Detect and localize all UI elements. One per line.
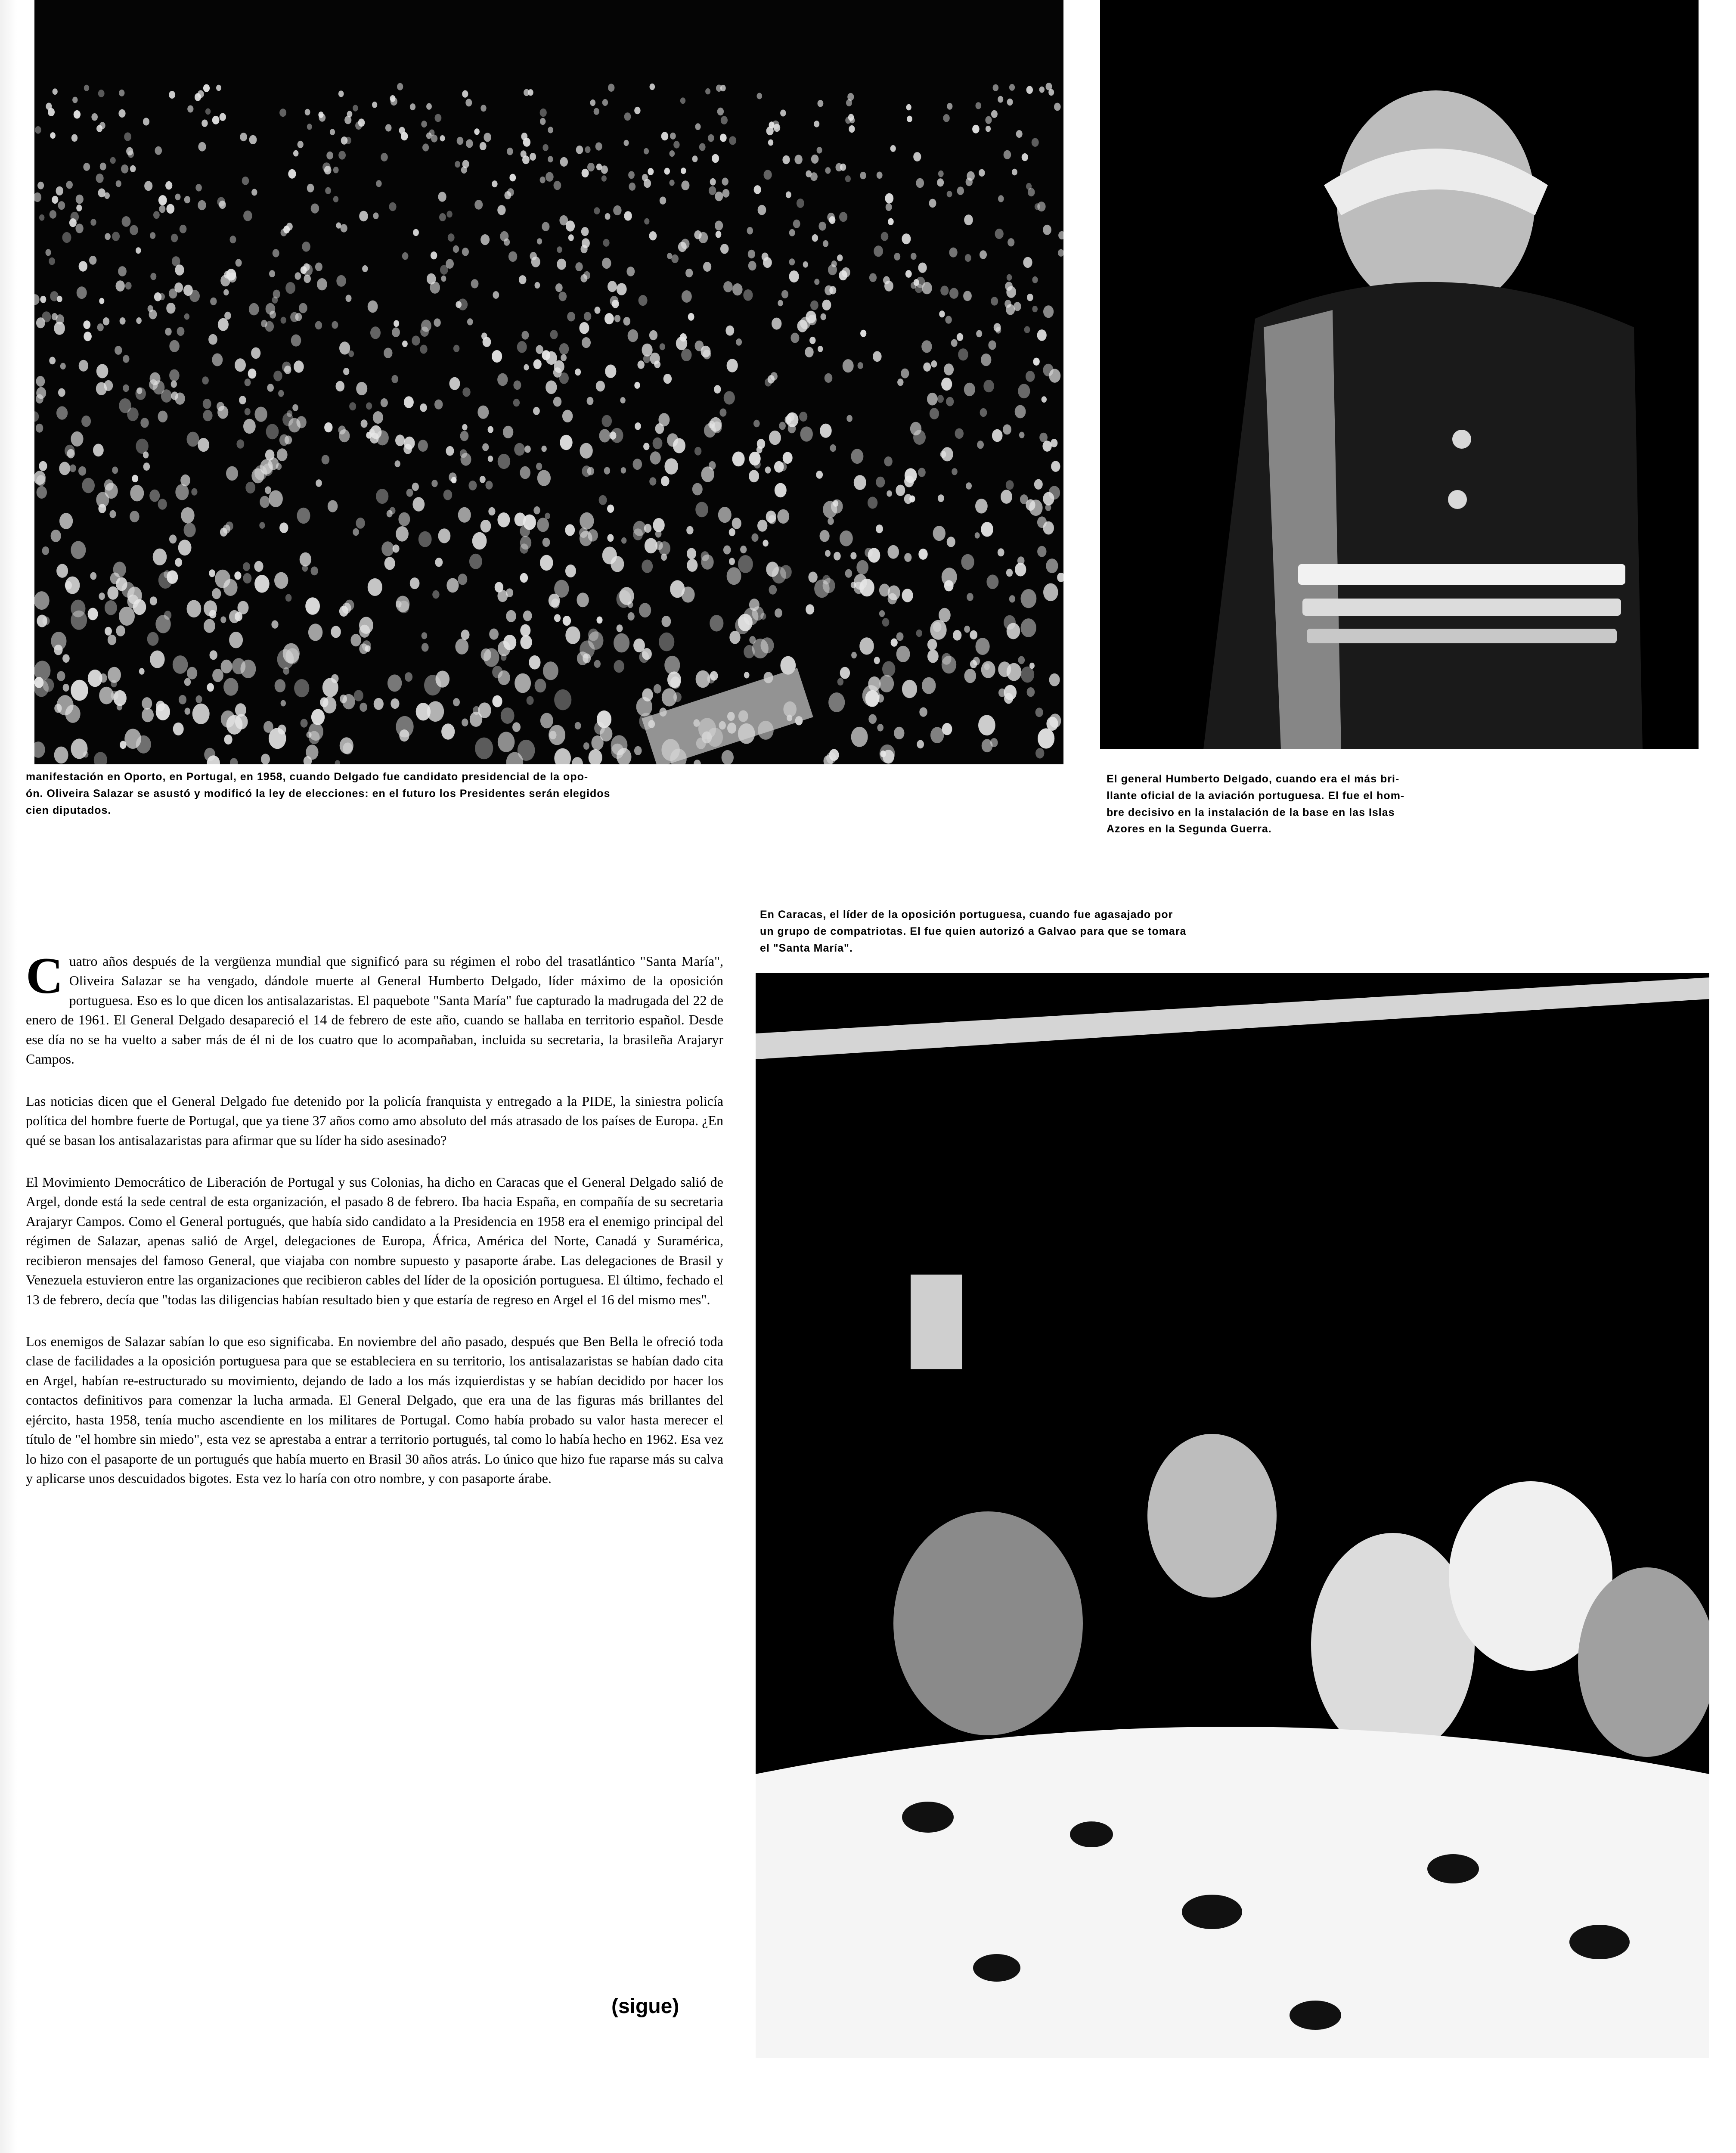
general-caption-line: bre decisivo en la instalación de la base en las Islas (1107, 806, 1395, 819)
general-caption (1107, 771, 1632, 838)
scan-edge (0, 0, 17, 2153)
general-caption-line: llante oficial de la aviación portuguesa. El fue el hom- (1107, 789, 1405, 802)
general-image (1100, 0, 1699, 749)
article-paragraph: El Movimiento Democrático de Liberación de Portugal y sus Colonias, ha dicho en Caracas que el General Delgado salió de Argel, donde está la sede central de esta organización, el pasado 8 de febrero. Iba hacia España, en compañía de su secretaria Arajaryr Campos. Como el General portugués, que había sido candidato a la Presidencia en 1958 era el enemigo principal del régimen de Salazar, apenas salió de Argel, delegaciones de Europa, África, América del Norte, Canadá y Suramérica, recibieron mensajes del famoso General, que viajaba con nombre supuesto y pasaporte árabe. Las delegaciones de Brasil y Venezuela estuvieron entre las organizaciones que recibieron cables del líder de la oposición portuguesa. El último, fechado el 13 de febrero, decía que "todas las diligencias habían resultado bien y que estaría de regreso en Argel el 16 del mismo mes". (26, 1174, 723, 1307)
dinner-caption-line: el "Santa María". (760, 942, 853, 954)
article-paragraph: Cuatro años después de la vergüenza mundial que significó para su régimen el robo del trasatlántico "Santa María", Oliveira Salazar se ha vengado, dándole muerte al General Humberto Delgado, líder máximo de la oposición portuguesa. Eso es lo que dicen los antisalazaristas. El paquebote "Santa María" fue capturado la madrugada del 22 de enero de 1961. El General Delgado desapareció el 14 de febrero de este año, cuando se hallaba en territorio español. Desde ese día no se ha vuelto a saber más de él ni de los cuatro que lo acompañaban, incluida su secretaria, la brasileña Arajaryr Campos. (26, 947, 723, 1067)
continued-label: (sigue) (611, 1995, 679, 2018)
crowd-image (34, 0, 1063, 764)
crowd-caption-line: cien diputados. (26, 804, 112, 816)
dinner-caption-line: En Caracas, el líder de la oposición portuguesa, cuando fue agasajado por (760, 909, 1173, 921)
general-photo (1100, 0, 1699, 749)
article-paragraph: Los enemigos de Salazar sabían lo que eso significaba. En noviembre del año pasado, después que Ben Bella le ofreció toda clase de facilidades a la oposición portuguesa para que se estableciera en su territorio, los antisalazaristas se habían dado cita en Argel, habían re-estructurado su movimiento, dejando de lado a los más izquierdistas y se habían decidido por hacer los contactos definitivos para comenzar la lucha armada. El General Delgado, que era una de las figuras más brillantes del ejército, hasta 1958, tenía mucho ascendiente en los militares de Portugal. Como había probado su valor hasta merecer el título de "el hombre sin miedo", esta vez se aprestaba a entrar a territorio portugués, tal como lo había hecho en 1962. Esa vez lo hizo con el pasaporte de un portugués que había muerto en Brasil 30 años atrás. Lo único que hizo fue raparse más su calva y aplicarse unos descuidados bigotes. Esta vez lo haría con otro nombre, y con pasaporte árabe. (26, 1334, 723, 1486)
crowd-caption-line: manifestación en Oporto, en Portugal, en 1958, cuando Delgado fue candidato presidencial de la opo- (26, 771, 589, 783)
general-caption-line: El general Humberto Delgado, cuando era el más bri- (1107, 773, 1400, 785)
article-paragraph: Las noticias dicen que el General Delgado fue detenido por la policía franquista y entregado a la PIDE, la siniestra policía política del hombre fuerte de Portugal, que ya tiene 37 años como amo absoluto del más atrasado de los países de Europa. ¿En qué se basan los antisalazaristas para afirmar que su líder ha sido asesinado? (26, 1093, 723, 1148)
crowd-caption (26, 769, 1059, 819)
dinner-caption (760, 906, 1492, 956)
dinner-photo (756, 973, 1709, 2058)
article-body (26, 947, 723, 1511)
dinner-caption-line: un grupo de compatriotas. El fue quien autorizó a Galvao para que se tomara (760, 925, 1187, 937)
crowd-photo (34, 0, 1063, 764)
crowd-caption-line: ón. Oliveira Salazar se asustó y modificó la ley de elecciones: en el futuro los Presidentes serán elegidos (26, 787, 611, 800)
dinner-image (756, 973, 1709, 2058)
general-caption-line: Azores en la Segunda Guerra. (1107, 823, 1272, 835)
